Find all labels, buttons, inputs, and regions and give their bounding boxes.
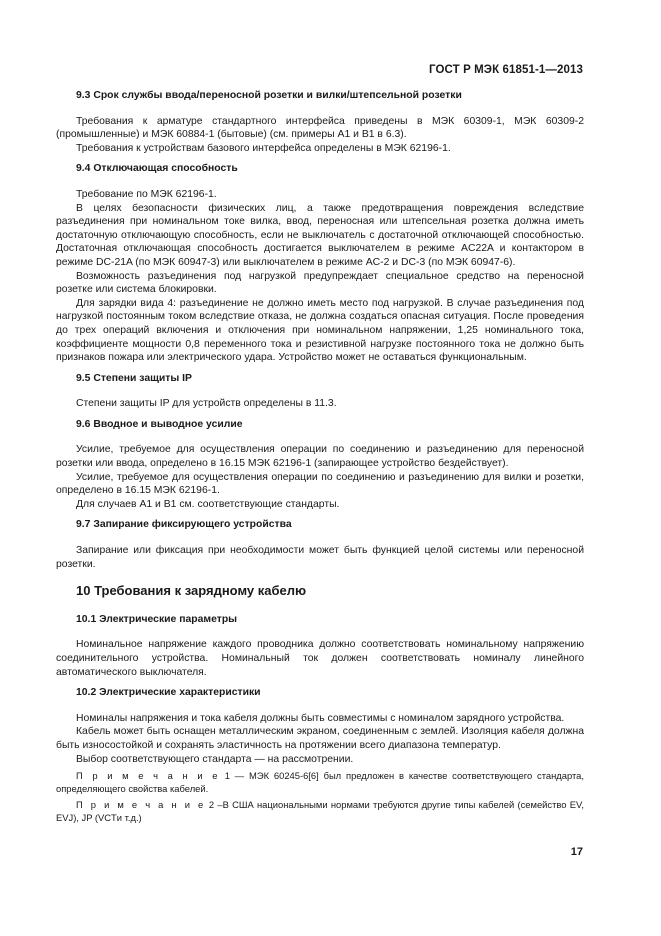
paragraph: Требования к арматуре стандартного интерфейса приведены в МЭК 60309-1, МЭК 60309-2 (промышленные) и МЭК 60884-1 (бытовые) (см. примеры А1 и В1 в 6.3). (56, 115, 584, 141)
paragraph: Степени защиты IP для устройств определены в 11.3. (76, 398, 337, 410)
paragraph: Для зарядки вида 4: разъединение не должно иметь место под нагрузкой. В случае разъединения под нагрузкой постоянным током вследствие отказа, не должна создаться опасная ситуация. После проведения до трех операций включения и отключения при номинальном напряжении, 1,25 номинального тока, коэффициенте мощности 0,8 переменного тока и резистивной нагрузке постоянного тока не должно быть признаков пожара или электрического удара. Устройство может не оставаться функциональным. (56, 297, 584, 364)
paragraph: Усилие, требуемое для осуществления операции по соединению и разъединению для вилки и розетки, определено в 16.15 МЭК 62196-1. (56, 471, 584, 497)
section-heading-9-4: 9.4 Отключающая способность (76, 163, 238, 175)
document-body (56, 89, 584, 825)
paragraph: Номиналы напряжения и тока кабеля должны быть совместимы с номиналом зарядного устройства. (76, 712, 565, 724)
paragraph: Запирание или фиксация при необходимости может быть функцией целой системы или переносной розетки. (56, 545, 584, 570)
chapter-heading-10: 10 Требования к зарядному кабелю (76, 583, 307, 599)
note-text: 2 –В США национальными нормами требуются другие типы кабелей (семейство EV, EVJ), JP (VCTи т.д.) (56, 799, 584, 823)
note-label: П р и м е ч а н и е (76, 770, 220, 782)
section-heading-9-5: 9.5 Степени защиты IP (76, 372, 192, 384)
paragraph: Усилие, требуемое для осуществления операции по соединению и разъединению для переносной розетки или ввода, определено в 16.15 МЭК 62196-1 (запирающее устройство бездействует). (56, 444, 584, 470)
paragraph: Кабель может быть оснащен металлическим экраном, соединенным с землей. Изоляция кабеля должна быть износостойкой и сохранять эластичность на протяжении всего диапазона температур. (56, 726, 584, 751)
paragraph: Выбор соответствующего стандарта — на рассмотрении. (76, 753, 354, 765)
section-heading-9-7: 9.7 Запирание фиксирующего устройства (76, 519, 292, 531)
note-label: П р и м е ч а н и е (76, 799, 206, 811)
paragraph: Для случаев А1 и В1 см. соответствующие стандарты. (76, 498, 340, 510)
section-heading-10-2: 10.2 Электрические характеристики (76, 687, 261, 699)
paragraph: Возможность разъединения под нагрузкой предупреждает специальное средство на переносной розетке или система блокировки. (56, 270, 584, 296)
section-heading-9-6: 9.6 Вводное и выводное усилие (76, 418, 243, 430)
note-2 (56, 799, 584, 824)
page-number: 17 (570, 846, 583, 858)
paragraph: В целях безопасности физических лиц, а также предотвращения повреждения вследствие разъединения при номинальном токе вилка, ввод, переносная или штепсельная розетка должна иметь достаточную отключающую способность, если не выключатель с достаточной отключающей способностью. Достаточная отключающая способность достигается выключателем в режиме AC22A и контактором в режиме DC-21A (по МЭК 60947-3) или выключателем в режиме AC-2 и DC-3 (по МЭК 60947-6). (56, 202, 584, 268)
paragraph: Требование по МЭК 62196-1. (76, 188, 217, 200)
document-header: ГОСТ Р МЭК 61851-1—2013 (429, 64, 583, 76)
note-text: 1 — МЭК 60245-6[6] был предложен в качестве соответствующего стандарта, определяющего свойства кабелей. (56, 770, 584, 794)
section-heading-10-1: 10.1 Электрические параметры (76, 613, 238, 625)
paragraph: Номинальное напряжение каждого проводника должно соответствовать номинальному напряжению соединительного устройства. Номинальный ток должен соответствовать номиналу линейного автоматического выключателя. (56, 639, 584, 678)
paragraph: Требования к устройствам базового интерфейса определены в МЭК 62196-1. (76, 142, 451, 154)
note-1 (56, 770, 584, 795)
section-heading-9-3: 9.3 Срок службы ввода/переносной розетки и вилки/штепсельной розетки (76, 90, 462, 101)
